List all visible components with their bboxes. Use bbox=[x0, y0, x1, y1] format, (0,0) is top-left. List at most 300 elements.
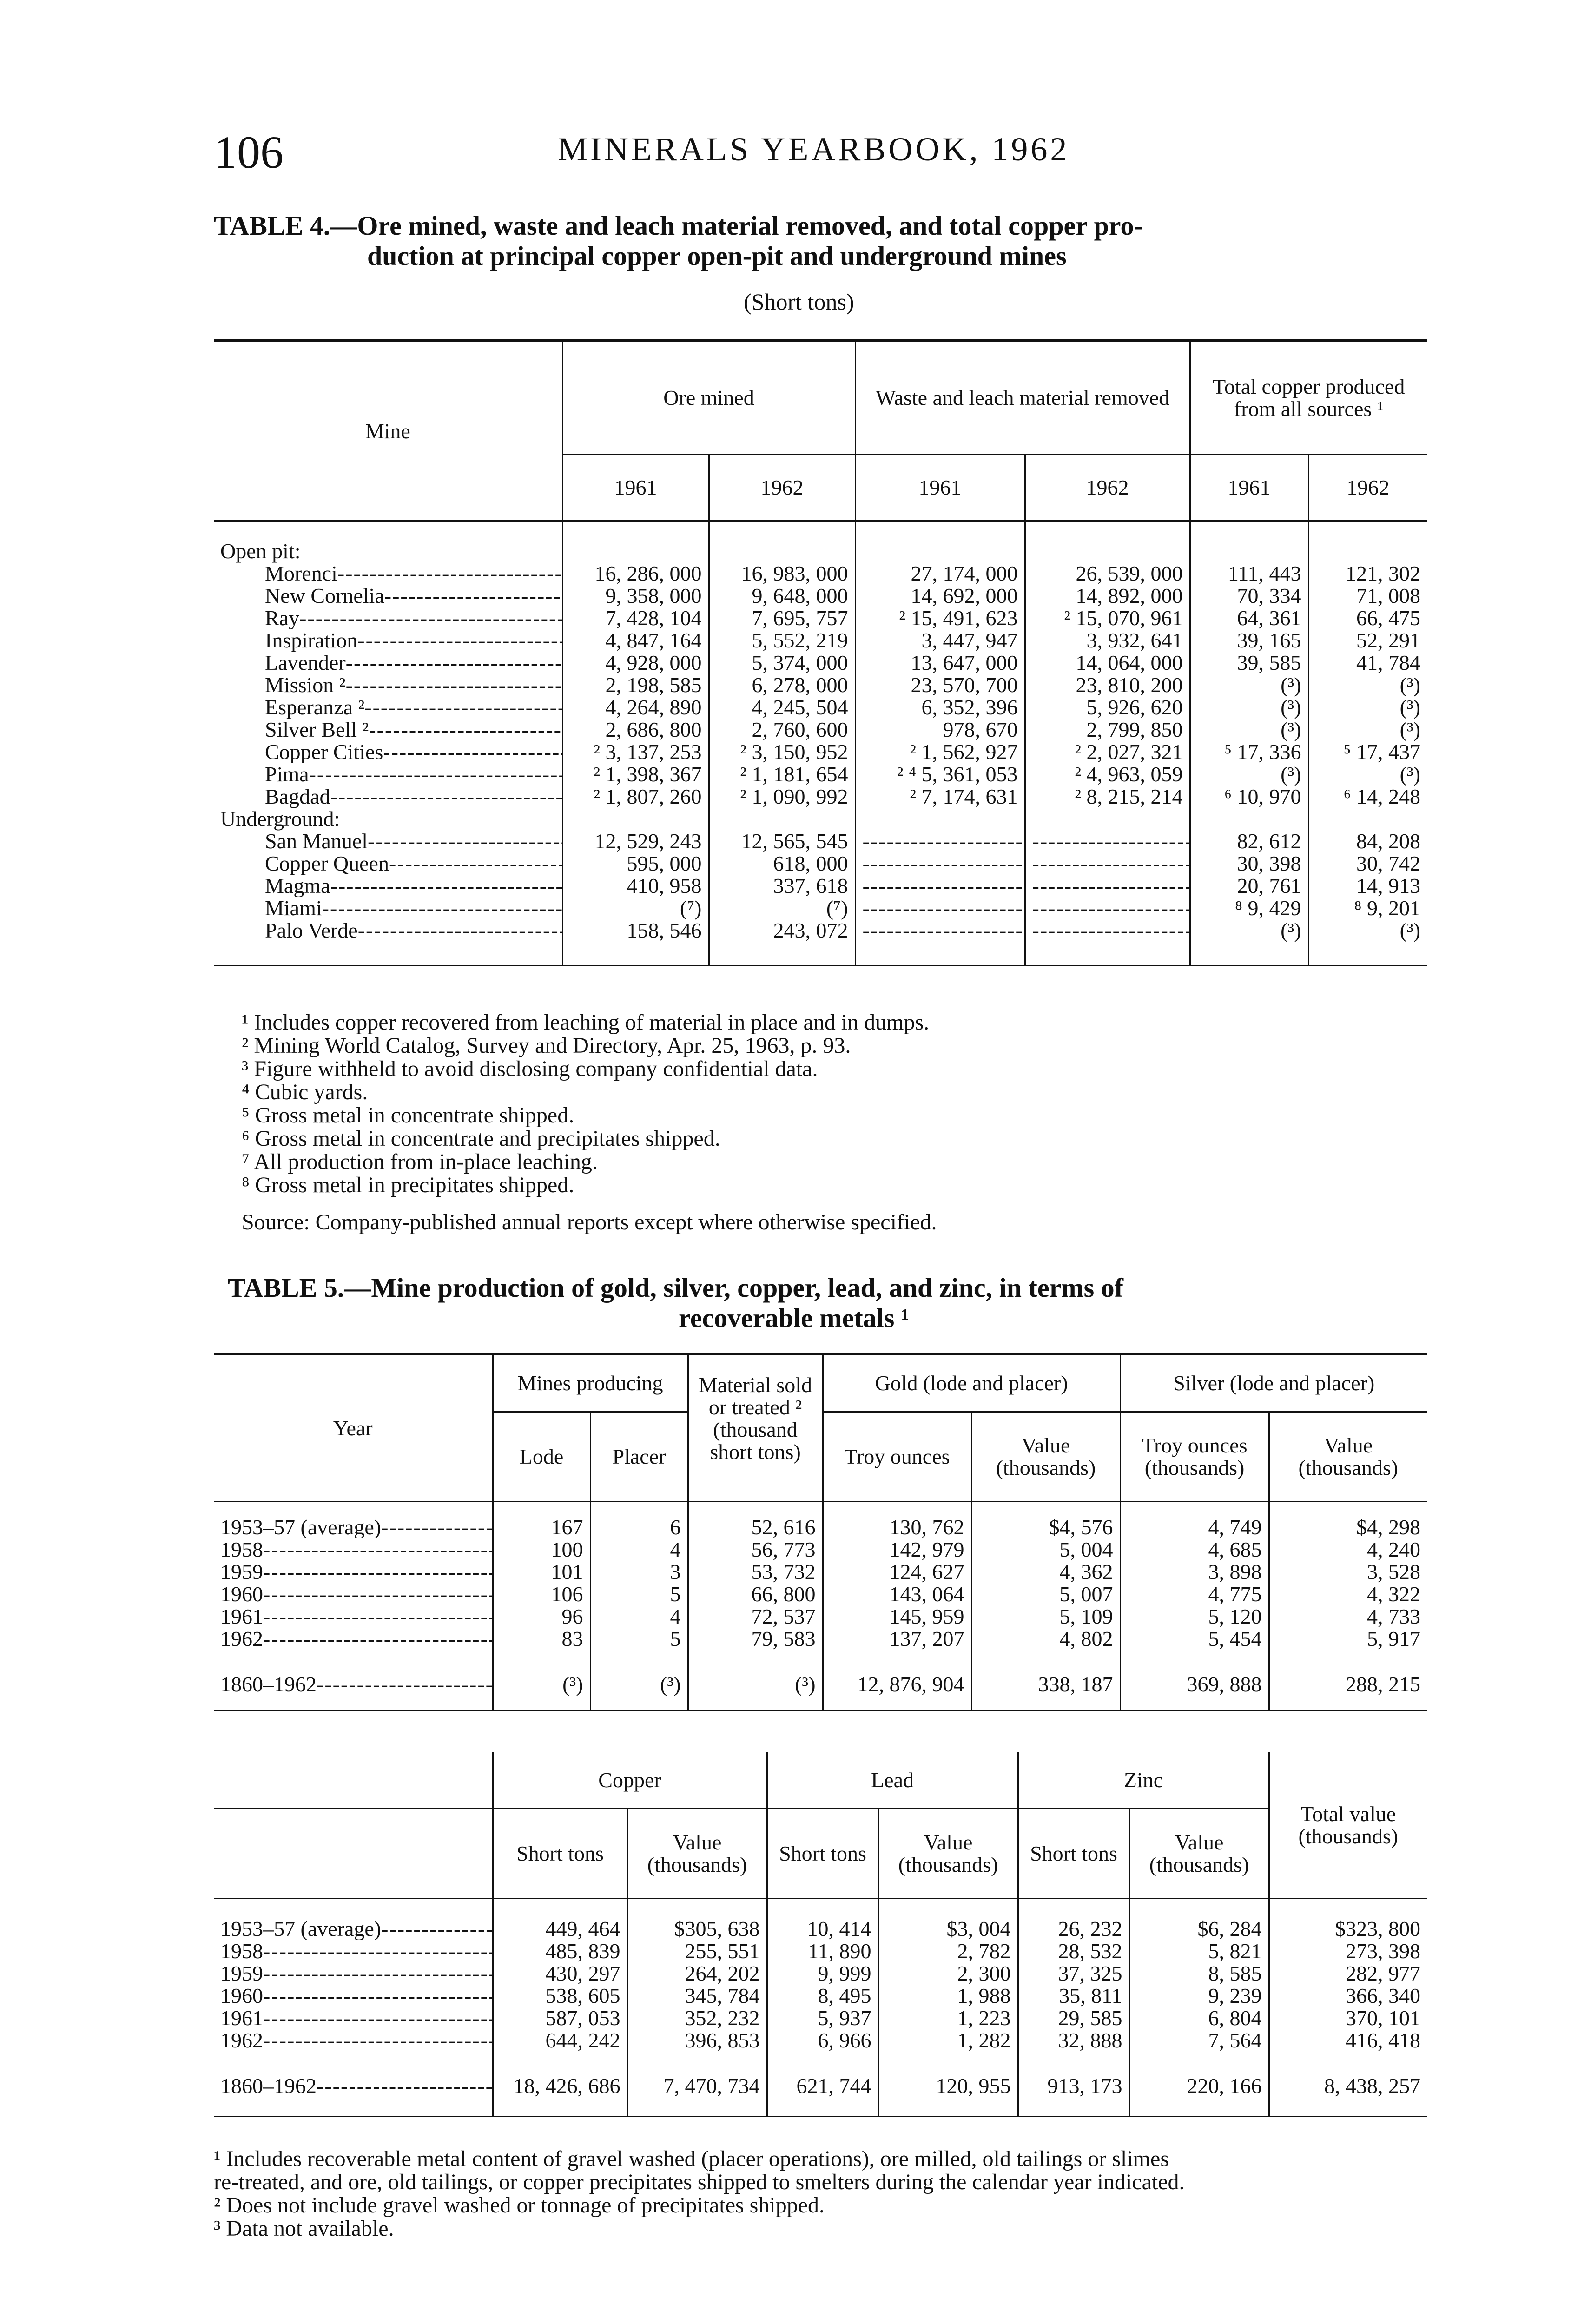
cell-ore-1962: ² 1, 181, 654 bbox=[709, 763, 855, 786]
cell-ore-1962: 2, 760, 600 bbox=[709, 719, 855, 741]
footnote: ⁸ Gross metal in precipitates shipped. bbox=[242, 1173, 574, 1197]
table5-title-line2: recoverable metals ¹ bbox=[679, 1303, 910, 1333]
cell-waste-1962-blank bbox=[1025, 919, 1190, 942]
cell-lead-value: 1, 282 bbox=[878, 2029, 1018, 2052]
cell-copper-1961: (³) bbox=[1190, 696, 1308, 719]
cell-waste-1961: 6, 352, 396 bbox=[855, 696, 1025, 719]
table4-title-line1: TABLE 4.—Ore mined, waste and leach material removed, and total copper pro- bbox=[214, 211, 1143, 241]
cell-lode: 100 bbox=[493, 1538, 590, 1561]
cell-copper-1961: 39, 165 bbox=[1190, 629, 1308, 652]
col-silver-value: Value (thousands) bbox=[1269, 1412, 1427, 1502]
cell-ore-1962: 5, 552, 219 bbox=[709, 629, 855, 652]
cell-waste-1961: ² 7, 174, 631 bbox=[855, 786, 1025, 808]
col-waste: Waste and leach material removed bbox=[855, 341, 1190, 455]
cell-silver-value: 3, 528 bbox=[1269, 1561, 1427, 1583]
cell-lode: 83 bbox=[493, 1628, 590, 1650]
cell-waste-1962: 2, 799, 850 bbox=[1025, 719, 1190, 741]
mine-name bbox=[214, 674, 562, 696]
cell-copper-1961: (³) bbox=[1190, 719, 1308, 741]
cell-copper-1962: 84, 208 bbox=[1308, 830, 1427, 852]
year-label bbox=[214, 1605, 493, 1628]
mine-name bbox=[214, 919, 562, 942]
cell-lead-value: 1, 223 bbox=[878, 2007, 1018, 2029]
year-label bbox=[214, 1628, 493, 1650]
cell-lode: (³) bbox=[493, 1673, 590, 1696]
cell-copper-value: 7, 470, 734 bbox=[627, 2075, 767, 2097]
cell-copper-value: 396, 853 bbox=[627, 2029, 767, 2052]
cell-zinc-tons: 35, 811 bbox=[1018, 1985, 1129, 2007]
table-row bbox=[214, 852, 1427, 875]
col-total-value: Total value (thousands) bbox=[1269, 1752, 1427, 1899]
cell-zinc-value: 8, 585 bbox=[1129, 1962, 1269, 1985]
cell-copper-1962: (³) bbox=[1308, 919, 1427, 942]
cell-copper-1962: (³) bbox=[1308, 674, 1427, 696]
year-label-text: 1959 bbox=[220, 1561, 263, 1583]
cell-silver-oz: 3, 898 bbox=[1120, 1561, 1269, 1583]
table-row bbox=[214, 1918, 1427, 1940]
cell-copper-1961: 70, 334 bbox=[1190, 585, 1308, 607]
cell-placer: 5 bbox=[590, 1583, 688, 1605]
mine-name-text: San Manuel bbox=[265, 830, 368, 852]
mine-name-text: New Cornelia bbox=[265, 585, 384, 607]
year-label-text: 1961 bbox=[220, 2007, 263, 2029]
mine-name-text: Miami bbox=[265, 897, 322, 919]
cell-zinc-value: 220, 166 bbox=[1129, 2075, 1269, 2097]
cell-copper-1962: 71, 008 bbox=[1308, 585, 1427, 607]
cell-silver-value: 5, 917 bbox=[1269, 1628, 1427, 1650]
cell-silver-oz: 4, 749 bbox=[1120, 1516, 1269, 1538]
table5-upper bbox=[214, 1353, 1427, 1711]
cell-waste-1961: 23, 570, 700 bbox=[855, 674, 1025, 696]
cell-silver-value: 4, 240 bbox=[1269, 1538, 1427, 1561]
table-row bbox=[214, 696, 1427, 719]
col-ore-1962: 1962 bbox=[709, 455, 855, 521]
cell-waste-1962-blank bbox=[1025, 875, 1190, 897]
mine-name-text: Lavender bbox=[265, 652, 346, 674]
cell-waste-1962: 3, 932, 641 bbox=[1025, 629, 1190, 652]
cell-lead-tons: 9, 999 bbox=[767, 1962, 878, 1985]
cell-copper-1961: ⁵ 17, 336 bbox=[1190, 741, 1308, 763]
cell-material: 52, 616 bbox=[688, 1516, 823, 1538]
cell-waste-1962: 5, 926, 620 bbox=[1025, 696, 1190, 719]
col-material: Material sold or treated ² (thousand short tons) bbox=[688, 1354, 823, 1502]
table-row bbox=[214, 1561, 1427, 1583]
table-row bbox=[214, 1962, 1427, 1985]
mine-name-text: Silver Bell ² bbox=[265, 719, 369, 741]
cell-copper-1962: 66, 475 bbox=[1308, 607, 1427, 629]
footnote: ⁵ Gross metal in concentrate shipped. bbox=[242, 1103, 574, 1128]
footnote: re-treated, and ore, old tailings, or copper precipitates shipped to smelters during the calendar year indicated. bbox=[214, 2170, 1185, 2194]
cell-total-value: 416, 418 bbox=[1269, 2029, 1427, 2052]
mine-name bbox=[214, 830, 562, 852]
cell-ore-1961: ² 3, 137, 253 bbox=[562, 741, 709, 763]
year-label bbox=[214, 1516, 493, 1538]
mine-name bbox=[214, 696, 562, 719]
year-label bbox=[214, 2007, 493, 2029]
cell-copper-1961: (³) bbox=[1190, 919, 1308, 942]
cell-material: 53, 732 bbox=[688, 1561, 823, 1583]
cell-copper-1962: 121, 302 bbox=[1308, 562, 1427, 585]
cell-zinc-tons: 37, 325 bbox=[1018, 1962, 1129, 1985]
cell-lead-tons: 10, 414 bbox=[767, 1918, 878, 1940]
year-label bbox=[214, 2075, 493, 2097]
cell-ore-1961: 12, 529, 243 bbox=[562, 830, 709, 852]
table-row bbox=[214, 786, 1427, 808]
total-row bbox=[214, 2075, 1427, 2097]
cell-waste-1962: ² 8, 215, 214 bbox=[1025, 786, 1190, 808]
table-row bbox=[214, 629, 1427, 652]
cell-waste-1961: 13, 647, 000 bbox=[855, 652, 1025, 674]
cell-gold-value: 4, 362 bbox=[971, 1561, 1120, 1583]
cell-waste-1961: ² 15, 491, 623 bbox=[855, 607, 1025, 629]
cell-waste-1961-blank bbox=[855, 897, 1025, 919]
cell-lead-tons: 621, 744 bbox=[767, 2075, 878, 2097]
cell-copper-tons: 587, 053 bbox=[493, 2007, 627, 2029]
cell-lead-value: 2, 300 bbox=[878, 1962, 1018, 1985]
year-label-text: 1860–1962 bbox=[220, 2075, 317, 2097]
col-year: Year bbox=[214, 1354, 493, 1502]
table4-source: Source: Company-published annual reports except where otherwise specified. bbox=[242, 1210, 937, 1235]
cell-lode: 101 bbox=[493, 1561, 590, 1583]
col-copper-1962: 1962 bbox=[1308, 455, 1427, 521]
mine-name bbox=[214, 629, 562, 652]
col-waste-1962: 1962 bbox=[1025, 455, 1190, 521]
cell-copper-tons: 430, 297 bbox=[493, 1962, 627, 1985]
col-lead-value: Value (thousands) bbox=[878, 1809, 1018, 1899]
mine-name-text: Esperanza ² bbox=[265, 696, 365, 719]
cell-silver-value: $4, 298 bbox=[1269, 1516, 1427, 1538]
mine-name bbox=[214, 562, 562, 585]
mine-name-text: Palo Verde bbox=[265, 919, 358, 942]
mine-name bbox=[214, 719, 562, 741]
cell-gold-oz: 137, 207 bbox=[823, 1628, 971, 1650]
cell-lode: 106 bbox=[493, 1583, 590, 1605]
cell-gold-value: $4, 576 bbox=[971, 1516, 1120, 1538]
cell-ore-1962: ² 3, 150, 952 bbox=[709, 741, 855, 763]
cell-waste-1962: ² 2, 027, 321 bbox=[1025, 741, 1190, 763]
cell-total-value: 366, 340 bbox=[1269, 1985, 1427, 2007]
cell-material: 72, 537 bbox=[688, 1605, 823, 1628]
col-silver: Silver (lode and placer) bbox=[1120, 1354, 1427, 1412]
year-label bbox=[214, 1561, 493, 1583]
year-label-text: 1953–57 (average) bbox=[220, 1516, 382, 1538]
cell-copper-1961: 64, 361 bbox=[1190, 607, 1308, 629]
cell-ore-1962: 243, 072 bbox=[709, 919, 855, 942]
cell-total-value: $323, 800 bbox=[1269, 1918, 1427, 1940]
cell-zinc-value: 6, 804 bbox=[1129, 2007, 1269, 2029]
cell-ore-1961: 9, 358, 000 bbox=[562, 585, 709, 607]
cell-gold-oz: 12, 876, 904 bbox=[823, 1673, 971, 1696]
cell-copper-tons: 644, 242 bbox=[493, 2029, 627, 2052]
running-head: MINERALS YEARBOOK, 1962 bbox=[558, 131, 1070, 168]
year-label-text: 1961 bbox=[220, 1605, 263, 1628]
table-row bbox=[214, 1583, 1427, 1605]
cell-material: (³) bbox=[688, 1673, 823, 1696]
cell-copper-value: 352, 232 bbox=[627, 2007, 767, 2029]
year-label bbox=[214, 1940, 493, 1962]
table4-footnotes bbox=[242, 1011, 1427, 1197]
table-row bbox=[214, 585, 1427, 607]
table-row bbox=[214, 830, 1427, 852]
cell-copper-1961: (³) bbox=[1190, 674, 1308, 696]
cell-ore-1962: 12, 565, 545 bbox=[709, 830, 855, 852]
table-row bbox=[214, 875, 1427, 897]
cell-gold-value: 5, 007 bbox=[971, 1583, 1120, 1605]
col-mines-producing: Mines producing bbox=[493, 1354, 688, 1412]
cell-gold-value: 4, 802 bbox=[971, 1628, 1120, 1650]
cell-waste-1962-blank bbox=[1025, 852, 1190, 875]
group-open-pit: Open pit: bbox=[220, 539, 301, 563]
cell-waste-1961: ² ⁴ 5, 361, 053 bbox=[855, 763, 1025, 786]
cell-copper-value: 264, 202 bbox=[627, 1962, 767, 1985]
cell-copper-1962: 52, 291 bbox=[1308, 629, 1427, 652]
cell-copper-1962: ⁸ 9, 201 bbox=[1308, 897, 1427, 919]
mine-name-text: Pima bbox=[265, 763, 309, 786]
cell-ore-1961: ² 1, 398, 367 bbox=[562, 763, 709, 786]
mine-name bbox=[214, 897, 562, 919]
mine-name bbox=[214, 763, 562, 786]
mine-name bbox=[214, 585, 562, 607]
table-row bbox=[214, 763, 1427, 786]
cell-zinc-value: 5, 821 bbox=[1129, 1940, 1269, 1962]
cell-copper-1961: 111, 443 bbox=[1190, 562, 1308, 585]
cell-ore-1961: ² 1, 807, 260 bbox=[562, 786, 709, 808]
mine-name-text: Inspiration bbox=[265, 629, 358, 652]
col-zinc-value: Value (thousands) bbox=[1129, 1809, 1269, 1899]
cell-total-value: 273, 398 bbox=[1269, 1940, 1427, 1962]
table-row bbox=[214, 2007, 1427, 2029]
cell-ore-1961: 7, 428, 104 bbox=[562, 607, 709, 629]
col-copper-1961: 1961 bbox=[1190, 455, 1308, 521]
cell-placer: 6 bbox=[590, 1516, 688, 1538]
cell-ore-1962: ² 1, 090, 992 bbox=[709, 786, 855, 808]
cell-waste-1962-blank bbox=[1025, 830, 1190, 852]
cell-copper-1961: 39, 585 bbox=[1190, 652, 1308, 674]
mine-name-text: Morenci bbox=[265, 562, 337, 585]
year-label-text: 1860–1962 bbox=[220, 1673, 317, 1696]
cell-waste-1961: 978, 670 bbox=[855, 719, 1025, 741]
cell-placer: 4 bbox=[590, 1538, 688, 1561]
cell-total-value: 282, 977 bbox=[1269, 1962, 1427, 1985]
table-row bbox=[214, 1985, 1427, 2007]
cell-ore-1962: 337, 618 bbox=[709, 875, 855, 897]
cell-lead-tons: 6, 966 bbox=[767, 2029, 878, 2052]
cell-lead-tons: 11, 890 bbox=[767, 1940, 878, 1962]
cell-ore-1962: 618, 000 bbox=[709, 852, 855, 875]
year-label-text: 1958 bbox=[220, 1940, 263, 1962]
cell-copper-tons: 485, 839 bbox=[493, 1940, 627, 1962]
cell-waste-1961: 3, 447, 947 bbox=[855, 629, 1025, 652]
col-silver-troy: Troy ounces (thousands) bbox=[1120, 1412, 1269, 1502]
col-gold-troy: Troy ounces bbox=[823, 1412, 971, 1502]
table-row bbox=[214, 741, 1427, 763]
year-label bbox=[214, 1918, 493, 1940]
cell-ore-1961: 410, 958 bbox=[562, 875, 709, 897]
table-row bbox=[214, 1538, 1427, 1561]
cell-material: 56, 773 bbox=[688, 1538, 823, 1561]
cell-placer: 5 bbox=[590, 1628, 688, 1650]
col-lode: Lode bbox=[493, 1412, 590, 1502]
cell-waste-1962: ² 4, 963, 059 bbox=[1025, 763, 1190, 786]
year-label bbox=[214, 1985, 493, 2007]
cell-lode: 96 bbox=[493, 1605, 590, 1628]
cell-ore-1962: 9, 648, 000 bbox=[709, 585, 855, 607]
cell-copper-1961: ⁶ 10, 970 bbox=[1190, 786, 1308, 808]
cell-lead-value: 120, 955 bbox=[878, 2075, 1018, 2097]
cell-copper-value: 345, 784 bbox=[627, 1985, 767, 2007]
year-label-text: 1960 bbox=[220, 1985, 263, 2007]
footnote: ³ Figure withheld to avoid disclosing company confidential data. bbox=[242, 1056, 818, 1081]
table4 bbox=[214, 339, 1427, 966]
cell-ore-1961: 2, 198, 585 bbox=[562, 674, 709, 696]
col-waste-1961: 1961 bbox=[855, 455, 1025, 521]
col-lead: Lead bbox=[767, 1752, 1018, 1809]
col-gold: Gold (lode and placer) bbox=[823, 1354, 1120, 1412]
table-row bbox=[214, 674, 1427, 696]
table-row bbox=[214, 562, 1427, 585]
col-mine: Mine bbox=[214, 341, 562, 521]
cell-silver-value: 4, 733 bbox=[1269, 1605, 1427, 1628]
cell-gold-oz: 142, 979 bbox=[823, 1538, 971, 1561]
cell-zinc-tons: 32, 888 bbox=[1018, 2029, 1129, 2052]
cell-ore-1961: (⁷) bbox=[562, 897, 709, 919]
cell-zinc-tons: 26, 232 bbox=[1018, 1918, 1129, 1940]
footnote: ¹ Includes recoverable metal content of gravel washed (placer operations), ore milled, old tailings or slimes bbox=[214, 2146, 1169, 2171]
footnote: ² Mining World Catalog, Survey and Directory, Apr. 25, 1963, p. 93. bbox=[242, 1033, 851, 1058]
table5-title-line1: TABLE 5.—Mine production of gold, silver, copper, lead, and zinc, in terms of bbox=[228, 1273, 1123, 1303]
cell-copper-1962: 41, 784 bbox=[1308, 652, 1427, 674]
cell-gold-oz: 124, 627 bbox=[823, 1561, 971, 1583]
cell-copper-1962: 14, 913 bbox=[1308, 875, 1427, 897]
cell-waste-1962: 14, 064, 000 bbox=[1025, 652, 1190, 674]
cell-lead-tons: 5, 937 bbox=[767, 2007, 878, 2029]
mine-name-text: Ray bbox=[265, 607, 300, 629]
total-row bbox=[214, 1673, 1427, 1696]
cell-ore-1962: 4, 245, 504 bbox=[709, 696, 855, 719]
cell-ore-1962: (⁷) bbox=[709, 897, 855, 919]
year-label-text: 1953–57 (average) bbox=[220, 1918, 382, 1940]
table4-units: (Short tons) bbox=[744, 289, 854, 315]
footnote: ⁶ Gross metal in concentrate and precipitates shipped. bbox=[242, 1126, 720, 1151]
cell-material: 66, 800 bbox=[688, 1583, 823, 1605]
table4-title-line2: duction at principal copper open-pit and underground mines bbox=[367, 241, 1067, 271]
cell-silver-value: 288, 215 bbox=[1269, 1673, 1427, 1696]
cell-placer: (³) bbox=[590, 1673, 688, 1696]
table-row bbox=[214, 2029, 1427, 2052]
cell-ore-1961: 2, 686, 800 bbox=[562, 719, 709, 741]
cell-silver-oz: 5, 120 bbox=[1120, 1605, 1269, 1628]
cell-copper-tons: 18, 426, 686 bbox=[493, 2075, 627, 2097]
footnote: ⁴ Cubic yards. bbox=[242, 1080, 368, 1104]
cell-zinc-tons: 913, 173 bbox=[1018, 2075, 1129, 2097]
cell-ore-1962: 5, 374, 000 bbox=[709, 652, 855, 674]
year-label bbox=[214, 1538, 493, 1561]
table-row bbox=[214, 897, 1427, 919]
year-label-text: 1962 bbox=[220, 1628, 263, 1650]
cell-zinc-tons: 29, 585 bbox=[1018, 2007, 1129, 2029]
col-ore-1961: 1961 bbox=[562, 455, 709, 521]
cell-ore-1961: 4, 928, 000 bbox=[562, 652, 709, 674]
mine-name-text: Copper Queen bbox=[265, 852, 389, 875]
col-total-copper: Total copper produced from all sources ¹ bbox=[1190, 341, 1427, 455]
mine-name-text: Mission ² bbox=[265, 674, 346, 696]
table-row bbox=[214, 1628, 1427, 1650]
cell-waste-1962-blank bbox=[1025, 897, 1190, 919]
table-row bbox=[214, 919, 1427, 942]
col-placer: Placer bbox=[590, 1412, 688, 1502]
cell-ore-1962: 7, 695, 757 bbox=[709, 607, 855, 629]
col-copper-tons: Short tons bbox=[493, 1809, 627, 1899]
cell-ore-1961: 16, 286, 000 bbox=[562, 562, 709, 585]
table-row bbox=[214, 1940, 1427, 1962]
cell-waste-1961: 14, 692, 000 bbox=[855, 585, 1025, 607]
cell-gold-value: 5, 004 bbox=[971, 1538, 1120, 1561]
mine-name-text: Bagdad bbox=[265, 786, 330, 808]
cell-ore-1962: 16, 983, 000 bbox=[709, 562, 855, 585]
col-zinc: Zinc bbox=[1018, 1752, 1269, 1809]
table-row bbox=[214, 1605, 1427, 1628]
cell-gold-oz: 145, 959 bbox=[823, 1605, 971, 1628]
mine-name bbox=[214, 652, 562, 674]
cell-waste-1961-blank bbox=[855, 919, 1025, 942]
cell-waste-1961-blank bbox=[855, 830, 1025, 852]
col-copper: Copper bbox=[493, 1752, 767, 1809]
cell-lead-value: $3, 004 bbox=[878, 1918, 1018, 1940]
table-row bbox=[214, 607, 1427, 629]
footnote: ³ Data not available. bbox=[214, 2216, 394, 2241]
cell-lead-tons: 8, 495 bbox=[767, 1985, 878, 2007]
cell-ore-1961: 4, 264, 890 bbox=[562, 696, 709, 719]
table5-footnotes bbox=[214, 2147, 1432, 2240]
cell-total-value: 8, 438, 257 bbox=[1269, 2075, 1427, 2097]
cell-zinc-value: $6, 284 bbox=[1129, 1918, 1269, 1940]
cell-ore-1962: 6, 278, 000 bbox=[709, 674, 855, 696]
year-label-text: 1960 bbox=[220, 1583, 263, 1605]
year-label bbox=[214, 1673, 493, 1696]
table-row bbox=[214, 719, 1427, 741]
col-ore-mined: Ore mined bbox=[562, 341, 855, 455]
year-label-text: 1958 bbox=[220, 1538, 263, 1561]
table5-lower bbox=[214, 1752, 1427, 2117]
cell-waste-1961-blank bbox=[855, 852, 1025, 875]
table-row bbox=[214, 1516, 1427, 1538]
year-label-text: 1959 bbox=[220, 1962, 263, 1985]
cell-copper-1961: ⁸ 9, 429 bbox=[1190, 897, 1308, 919]
year-label bbox=[214, 1962, 493, 1985]
cell-gold-oz: 143, 064 bbox=[823, 1583, 971, 1605]
cell-copper-tons: 449, 464 bbox=[493, 1918, 627, 1940]
cell-zinc-tons: 28, 532 bbox=[1018, 1940, 1129, 1962]
cell-total-value: 370, 101 bbox=[1269, 2007, 1427, 2029]
cell-silver-value: 4, 322 bbox=[1269, 1583, 1427, 1605]
mine-name-text: Magma bbox=[265, 875, 330, 897]
cell-copper-1961: 20, 761 bbox=[1190, 875, 1308, 897]
cell-copper-tons: 538, 605 bbox=[493, 1985, 627, 2007]
col-gold-value: Value (thousands) bbox=[971, 1412, 1120, 1502]
mine-name bbox=[214, 741, 562, 763]
cell-copper-1961: 82, 612 bbox=[1190, 830, 1308, 852]
col-lead-tons: Short tons bbox=[767, 1809, 878, 1899]
year-label bbox=[214, 1583, 493, 1605]
cell-waste-1962: 26, 539, 000 bbox=[1025, 562, 1190, 585]
cell-ore-1961: 4, 847, 164 bbox=[562, 629, 709, 652]
cell-copper-1962: (³) bbox=[1308, 696, 1427, 719]
cell-copper-1961: 30, 398 bbox=[1190, 852, 1308, 875]
cell-silver-oz: 4, 685 bbox=[1120, 1538, 1269, 1561]
cell-waste-1961: ² 1, 562, 927 bbox=[855, 741, 1025, 763]
cell-material: 79, 583 bbox=[688, 1628, 823, 1650]
cell-copper-value: 255, 551 bbox=[627, 1940, 767, 1962]
